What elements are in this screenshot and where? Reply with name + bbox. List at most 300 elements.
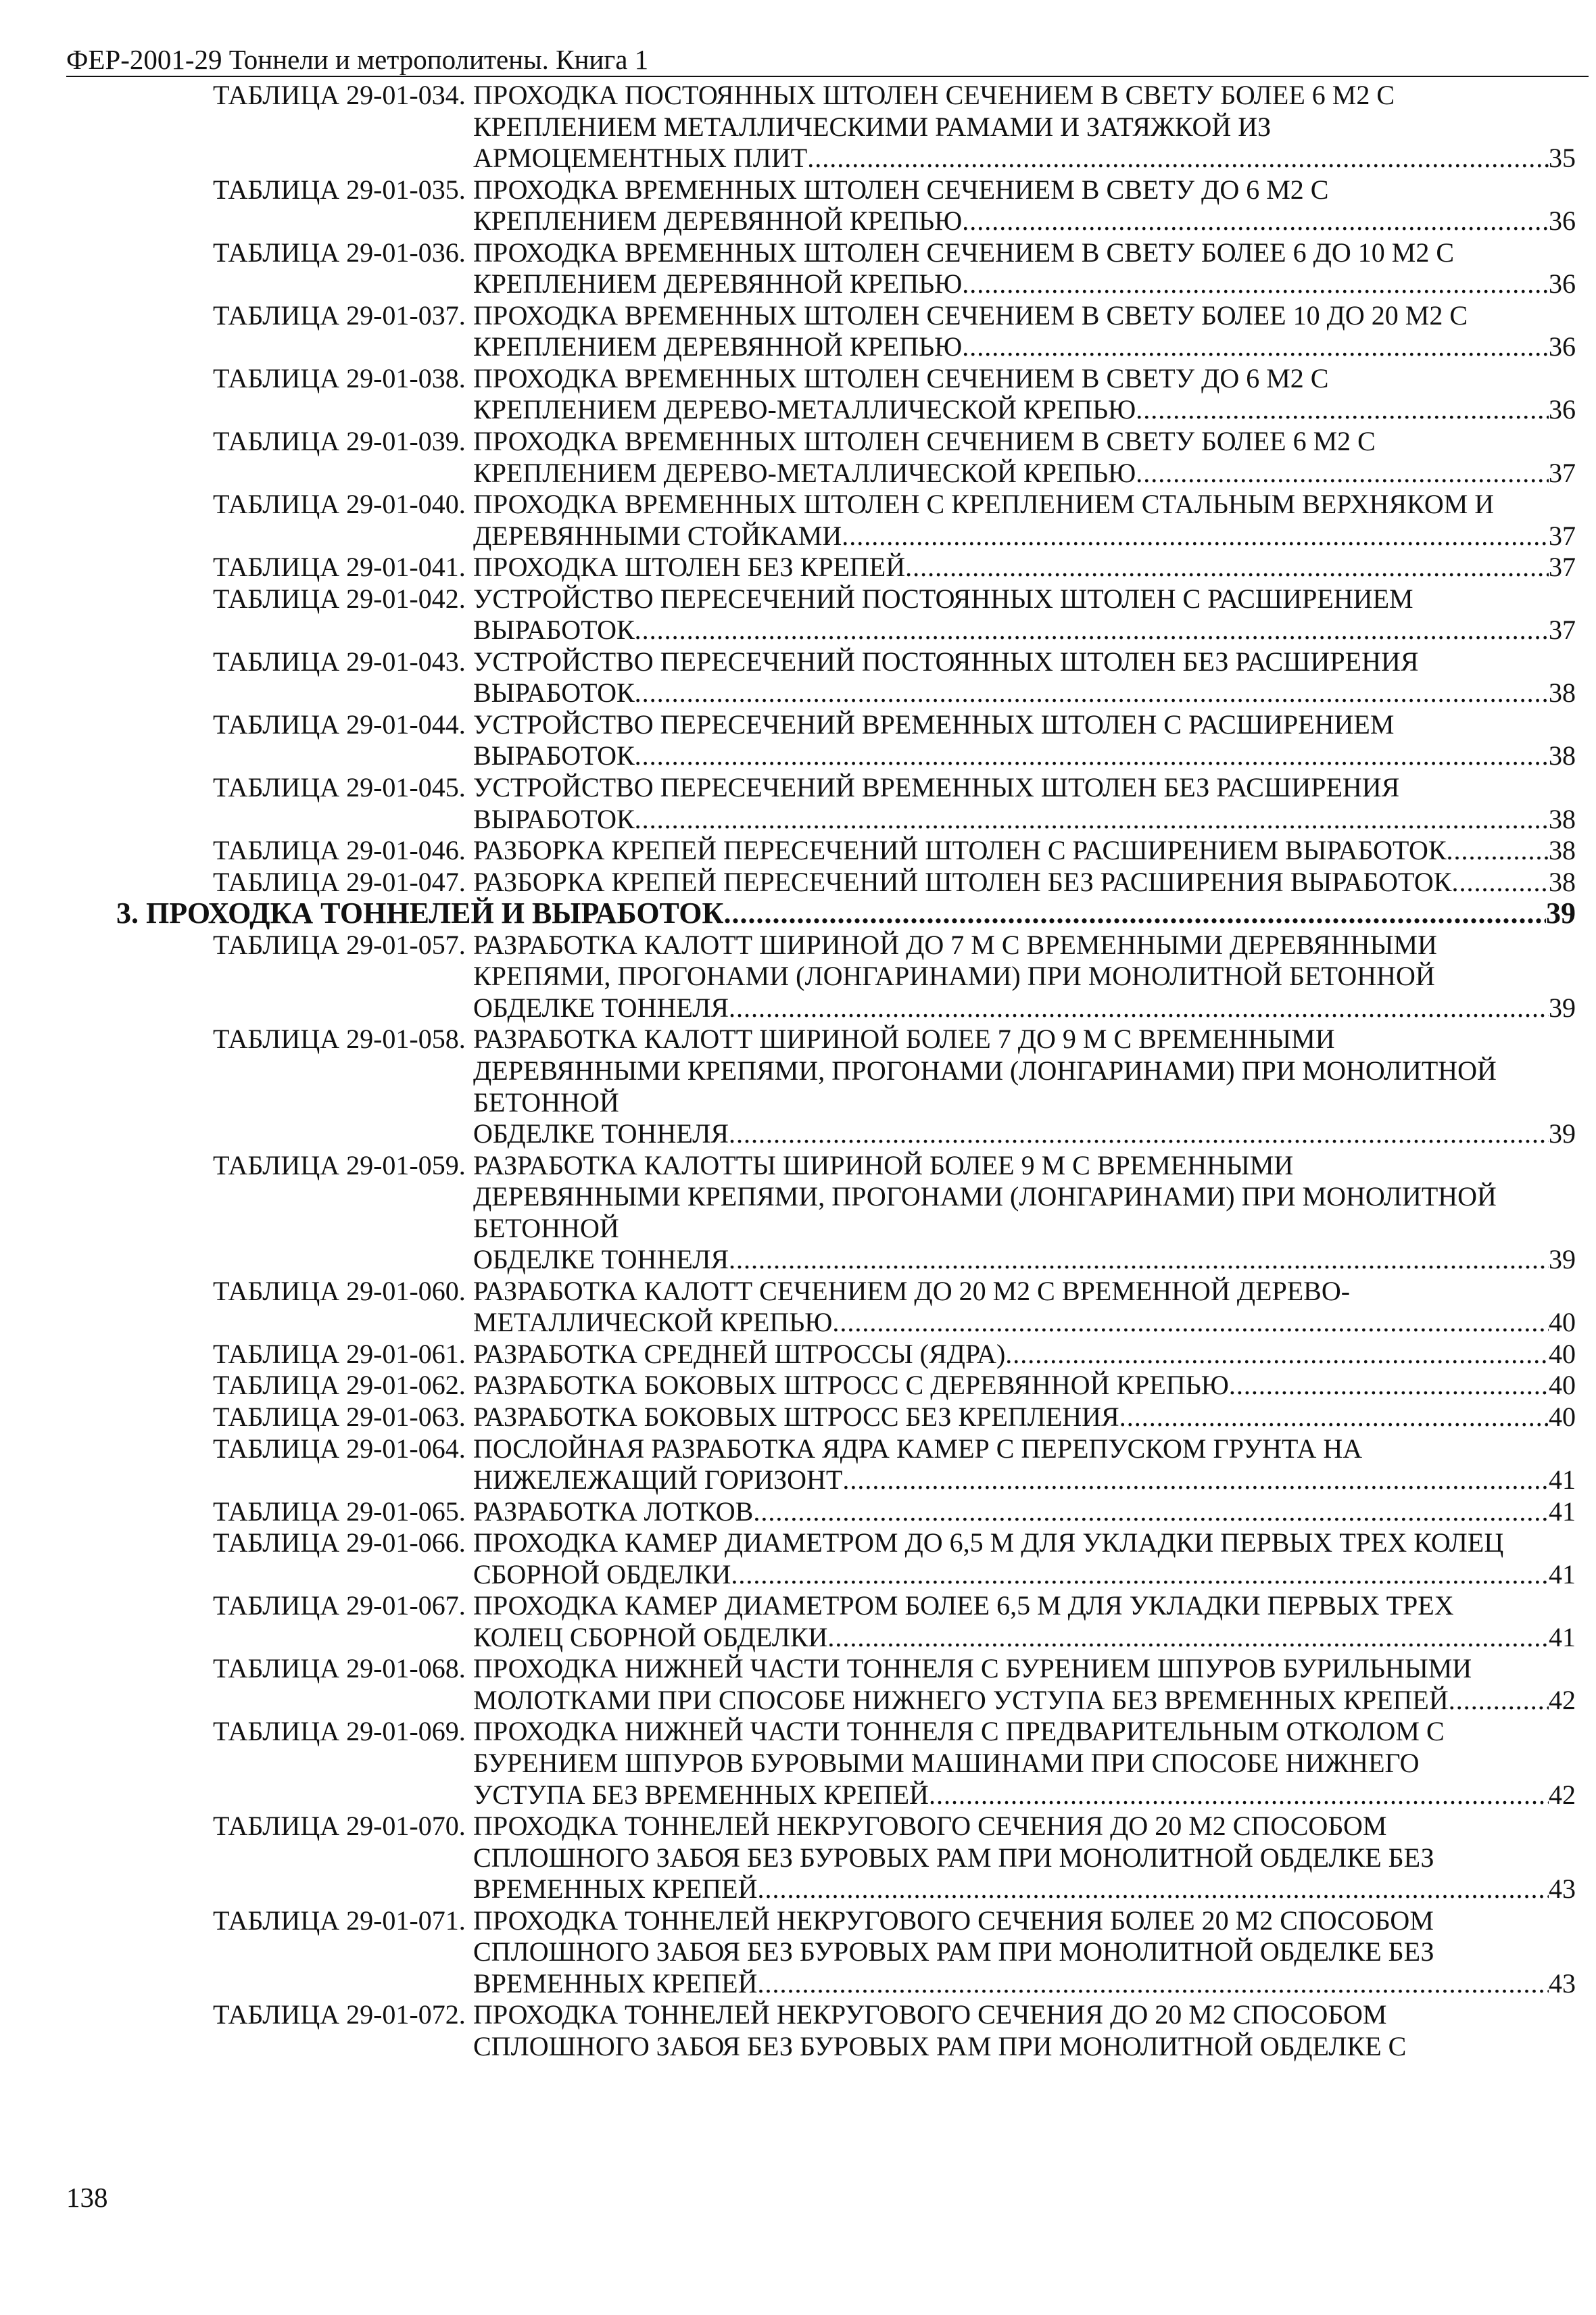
dot-leader bbox=[635, 804, 1549, 836]
toc-entry-line bbox=[0, 237, 1596, 269]
entry-title-line: РАЗРАБОТКА КАЛОТТ СЕЧЕНИЕМ ДО 20 М2 С ВРЕМЕННОЙ ДЕРЕВО- bbox=[473, 1275, 1351, 1306]
entry-code: 29-01-064. bbox=[346, 1433, 466, 1464]
entry-code: 29-01-072. bbox=[346, 1999, 466, 2030]
dot-leader bbox=[635, 677, 1549, 709]
entry-leader bbox=[473, 268, 1576, 300]
entry-page: 40 bbox=[1549, 1307, 1576, 1338]
entry-label-word: ТАБЛИЦА bbox=[213, 1527, 340, 1558]
entry-label bbox=[213, 1433, 466, 1465]
toc-entry-line bbox=[0, 80, 1596, 112]
entry-leader bbox=[473, 1464, 1576, 1496]
entry-code: 29-01-035. bbox=[346, 174, 466, 205]
toc-entry-line bbox=[0, 363, 1596, 395]
entry-code: 29-01-058. bbox=[346, 1024, 466, 1055]
toc-entry-line bbox=[0, 1936, 1596, 1968]
entry-label bbox=[213, 772, 466, 804]
entry-title-line: КРЕПЛЕНИЕМ ДЕРЕВЯННОЙ КРЕПЬЮ bbox=[473, 268, 963, 300]
toc-entry-line bbox=[0, 331, 1596, 363]
entry-page: 37 bbox=[1549, 552, 1576, 583]
section-title: 3. ПРОХОДКА ТОННЕЛЕЙ И ВЫРАБОТОК bbox=[116, 897, 724, 930]
entry-label bbox=[213, 867, 466, 899]
entry-leader bbox=[473, 867, 1576, 899]
entry-label bbox=[213, 489, 466, 521]
toc-entry-line bbox=[0, 489, 1596, 521]
toc-entry-line bbox=[0, 2031, 1596, 2063]
entry-label bbox=[213, 835, 466, 867]
dot-leader bbox=[729, 993, 1549, 1024]
entry-code: 29-01-039. bbox=[346, 426, 466, 457]
entry-title-line: ВРЕМЕННЫХ КРЕПЕЙ bbox=[473, 1967, 758, 1999]
entry-label-word: ТАБЛИЦА bbox=[213, 237, 340, 268]
entry-leader bbox=[473, 1339, 1576, 1370]
toc-section bbox=[0, 898, 1596, 930]
entry-page: 36 bbox=[1549, 268, 1576, 300]
entry-title-line: РАЗРАБОТКА БОКОВЫХ ШТРОСС БЕЗ КРЕПЛЕНИЯ bbox=[473, 1401, 1119, 1432]
entry-leader bbox=[473, 458, 1576, 490]
entry-label-word: ТАБЛИЦА bbox=[213, 362, 340, 393]
entry-code: 29-01-042. bbox=[346, 583, 466, 614]
toc-entry-line bbox=[0, 1150, 1596, 1182]
toc-entry-line bbox=[0, 174, 1596, 206]
entry-title-line: ПРОХОДКА КАМЕР ДИАМЕТРОМ ДО 6,5 М ДЛЯ УКЛАДКИ ПЕРВЫХ ТРЕХ КОЛЕЦ bbox=[473, 1527, 1504, 1558]
entry-leader bbox=[473, 615, 1576, 646]
entry-leader bbox=[473, 1559, 1576, 1591]
entry-label-word: ТАБЛИЦА bbox=[213, 489, 340, 520]
entry-title-line: ПРОХОДКА ТОННЕЛЕЙ НЕКРУГОВОГО СЕЧЕНИЯ ДО 20 М2 СПОСОБОМ bbox=[473, 1811, 1387, 1842]
entry-leader bbox=[473, 206, 1576, 237]
entry-label-word: ТАБЛИЦА bbox=[213, 1370, 340, 1401]
dot-leader bbox=[731, 1559, 1549, 1591]
entry-title-line: ПРОХОДКА ШТОЛЕН БЕЗ КРЕПЕЙ bbox=[473, 552, 906, 583]
entry-label bbox=[213, 1370, 466, 1402]
entry-title-line: ПРОХОДКА ВРЕМЕННЫХ ШТОЛЕН СЕЧЕНИЕМ В СВЕТУ БОЛЕЕ 10 ДО 20 М2 С bbox=[473, 300, 1468, 331]
toc-entry-line bbox=[0, 583, 1596, 615]
entry-label-word: ТАБЛИЦА bbox=[213, 426, 340, 457]
entry-title-line: СПЛОШНОГО ЗАБОЯ БЕЗ БУРОВЫХ РАМ ПРИ МОНОЛИТНОЙ ОБДЕЛКЕ БЕЗ bbox=[473, 1936, 1434, 1967]
entry-page: 41 bbox=[1549, 1621, 1576, 1652]
toc-entry-line bbox=[0, 804, 1596, 836]
entry-label-word: ТАБЛИЦА bbox=[213, 1590, 340, 1621]
dot-leader bbox=[723, 898, 1546, 930]
entry-label-word: ТАБЛИЦА bbox=[213, 835, 340, 866]
entry-code: 29-01-057. bbox=[346, 929, 466, 960]
dot-leader bbox=[1451, 867, 1549, 899]
entry-leader bbox=[473, 677, 1576, 709]
entry-label bbox=[213, 1496, 466, 1528]
entry-leader bbox=[473, 1968, 1576, 2000]
entry-label bbox=[213, 1527, 466, 1559]
toc-entry-line bbox=[0, 1811, 1596, 1842]
entry-page: 36 bbox=[1549, 394, 1576, 425]
toc-entry-line bbox=[0, 1087, 1596, 1119]
dot-leader bbox=[962, 331, 1549, 363]
entry-title-line: МОЛОТКАМИ ПРИ СПОСОБЕ НИЖНЕГО УСТУПА БЕЗ ВРЕМЕННЫХ КРЕПЕЙ bbox=[473, 1684, 1449, 1715]
toc-entry-line bbox=[0, 1559, 1596, 1591]
entry-title-line: ОБДЕЛКЕ ТОННЕЛЯ bbox=[473, 992, 729, 1023]
section-page: 39 bbox=[1546, 897, 1576, 930]
entry-page: 38 bbox=[1549, 866, 1576, 897]
toc-entry-line bbox=[0, 1685, 1596, 1717]
entry-code: 29-01-043. bbox=[346, 646, 466, 677]
toc-entry-line bbox=[0, 300, 1596, 332]
entry-code: 29-01-063. bbox=[346, 1401, 466, 1432]
page-header: ФЕР-2001-29 Тоннели и метрополитены. Книга 1 bbox=[66, 44, 649, 75]
dot-leader bbox=[635, 740, 1549, 772]
entry-page: 41 bbox=[1549, 1558, 1576, 1590]
entry-title-line: РАЗБОРКА КРЕПЕЙ ПЕРЕСЕЧЕНИЙ ШТОЛЕН БЕЗ РАСШИРЕНИЯ ВЫРАБОТОК bbox=[473, 866, 1452, 897]
entry-label bbox=[213, 300, 466, 332]
toc-entry-line bbox=[0, 1055, 1596, 1087]
entry-page: 43 bbox=[1549, 1874, 1576, 1905]
entry-title-line: УСТРОЙСТВО ПЕРЕСЕЧЕНИЙ ВРЕМЕННЫХ ШТОЛЕН С РАСШИРЕНИЕМ bbox=[473, 709, 1395, 740]
dot-leader bbox=[1447, 835, 1549, 867]
toc-entry-line bbox=[0, 1999, 1596, 2031]
dot-leader bbox=[757, 1874, 1549, 1905]
dot-leader bbox=[635, 615, 1549, 646]
entry-code: 29-01-036. bbox=[346, 237, 466, 268]
entry-title-line: ПРОХОДКА ВРЕМЕННЫХ ШТОЛЕН СЕЧЕНИЕМ В СВЕТУ БОЛЕЕ 6 ДО 10 М2 С bbox=[473, 237, 1455, 268]
page-number: 138 bbox=[66, 2182, 108, 2213]
entry-label bbox=[213, 1653, 466, 1685]
entry-label-word: ТАБЛИЦА bbox=[213, 1433, 340, 1464]
toc-entry-line bbox=[0, 206, 1596, 237]
entry-label bbox=[213, 930, 466, 961]
entry-title-line: РАЗБОРКА КРЕПЕЙ ПЕРЕСЕЧЕНИЙ ШТОЛЕН С РАСШИРЕНИЕМ ВЫРАБОТОК bbox=[473, 835, 1447, 866]
entry-title-line: БУРЕНИЕМ ШПУРОВ БУРОВЫМИ МАШИНАМИ ПРИ СПОСОБЕ НИЖНЕГО bbox=[473, 1747, 1420, 1778]
entry-title-line: ПРОХОДКА ВРЕМЕННЫХ ШТОЛЕН СЕЧЕНИЕМ В СВЕТУ ДО 6 М2 С bbox=[473, 362, 1329, 393]
entry-label bbox=[213, 1276, 466, 1308]
entry-code: 29-01-070. bbox=[346, 1811, 466, 1842]
toc-entry-line bbox=[0, 709, 1596, 741]
entry-title-line: ВЫРАБОТОК bbox=[473, 740, 635, 771]
entry-code: 29-01-045. bbox=[346, 772, 466, 803]
entry-code: 29-01-067. bbox=[346, 1590, 466, 1621]
entry-leader bbox=[473, 1402, 1576, 1433]
toc-entry-line bbox=[0, 1496, 1596, 1528]
toc-entry-line bbox=[0, 1024, 1596, 1055]
entry-label bbox=[213, 80, 466, 112]
entry-label-word: ТАБЛИЦА bbox=[213, 1653, 340, 1684]
dot-leader bbox=[929, 1780, 1549, 1811]
entry-title-line: КРЕПЛЕНИЕМ ДЕРЕВЯННОЙ КРЕПЬЮ bbox=[473, 206, 963, 237]
entry-title-line: ВЫРАБОТОК bbox=[473, 615, 635, 646]
entry-label bbox=[213, 1905, 466, 1937]
entry-label-word: ТАБЛИЦА bbox=[213, 1338, 340, 1369]
entry-page: 39 bbox=[1549, 992, 1576, 1023]
entry-title-line: КРЕПЛЕНИЕМ МЕТАЛЛИЧЕСКИМИ РАМАМИ И ЗАТЯЖКОЙ ИЗ bbox=[473, 111, 1272, 142]
dot-leader bbox=[842, 1464, 1549, 1496]
toc-entry-line bbox=[0, 677, 1596, 709]
entry-code: 29-01-060. bbox=[346, 1275, 466, 1306]
toc-entry-line bbox=[0, 458, 1596, 490]
toc-entry-line bbox=[0, 1402, 1596, 1433]
entry-label-word: ТАБЛИЦА bbox=[213, 1905, 340, 1936]
dot-leader bbox=[827, 1622, 1549, 1654]
entry-label bbox=[213, 552, 466, 583]
toc-entry-line bbox=[0, 1244, 1596, 1276]
toc-entry-line bbox=[0, 1213, 1596, 1245]
table-of-contents bbox=[0, 80, 1596, 2062]
entry-title-line: СПЛОШНОГО ЗАБОЯ БЕЗ БУРОВЫХ РАМ ПРИ МОНОЛИТНОЙ ОБДЕЛКЕ БЕЗ bbox=[473, 1842, 1434, 1873]
entry-title-line: ВРЕМЕННЫХ КРЕПЕЙ bbox=[473, 1874, 758, 1905]
entry-code: 29-01-059. bbox=[346, 1149, 466, 1180]
entry-page: 38 bbox=[1549, 835, 1576, 866]
entry-label bbox=[213, 1150, 466, 1182]
dot-leader bbox=[729, 1244, 1549, 1276]
entry-title-line: ДЕРЕВЯННЫМИ КРЕПЯМИ, ПРОГОНАМИ (ЛОНГАРИНАМИ) ПРИ МОНОЛИТНОЙ bbox=[473, 1181, 1497, 1212]
entry-label-word: ТАБЛИЦА bbox=[213, 929, 340, 960]
entry-title-line: РАЗРАБОТКА БОКОВЫХ ШТРОСС С ДЕРЕВЯННОЙ КРЕПЬЮ bbox=[473, 1370, 1229, 1401]
entry-page: 35 bbox=[1549, 143, 1576, 174]
entry-title-line: ПРОХОДКА НИЖНЕЙ ЧАСТИ ТОННЕЛЯ С ПРЕДВАРИТЕЛЬНЫМ ОТКОЛОМ С bbox=[473, 1716, 1445, 1747]
entry-label bbox=[213, 646, 466, 678]
dot-leader bbox=[832, 1307, 1549, 1339]
entry-title-line: ДЕРЕВЯННЫМИ СТОЙКАМИ bbox=[473, 520, 842, 551]
entry-label-word: ТАБЛИЦА bbox=[213, 1811, 340, 1842]
entry-label-word: ТАБЛИЦА bbox=[213, 583, 340, 614]
entry-title-line: ПРОХОДКА КАМЕР ДИАМЕТРОМ БОЛЕЕ 6,5 М ДЛЯ УКЛАДКИ ПЕРВЫХ ТРЕХ bbox=[473, 1590, 1454, 1621]
entry-title-line: СБОРНОЙ ОБДЕЛКИ bbox=[473, 1558, 731, 1590]
toc-entry-line bbox=[0, 1181, 1596, 1213]
entry-code: 29-01-046. bbox=[346, 835, 466, 866]
entry-title-line: НИЖЕЛЕЖАЩИЙ ГОРИЗОНТ bbox=[473, 1464, 843, 1496]
toc-entry-line bbox=[0, 1370, 1596, 1402]
toc-entry-line bbox=[0, 1905, 1596, 1937]
entry-leader bbox=[473, 1780, 1576, 1811]
toc-entry-line bbox=[0, 143, 1596, 174]
entry-title-line: БЕТОННОЙ bbox=[473, 1212, 619, 1243]
entry-label bbox=[213, 709, 466, 741]
entry-title-line: РАЗРАБОТКА КАЛОТТЫ ШИРИНОЙ БОЛЕЕ 9 М С ВРЕМЕННЫМИ bbox=[473, 1149, 1294, 1180]
entry-label-word: ТАБЛИЦА bbox=[213, 1401, 340, 1432]
entry-leader bbox=[473, 143, 1576, 174]
entry-code: 29-01-037. bbox=[346, 300, 466, 331]
toc-section-leader bbox=[116, 898, 1576, 930]
entry-page: 38 bbox=[1549, 677, 1576, 709]
entry-label-word: ТАБЛИЦА bbox=[213, 300, 340, 331]
toc-entry-line bbox=[0, 1748, 1596, 1780]
entry-title-line: ПРОХОДКА ПОСТОЯННЫХ ШТОЛЕН СЕЧЕНИЕМ В СВЕТУ БОЛЕЕ 6 М2 С bbox=[473, 80, 1395, 110]
entry-page: 42 bbox=[1549, 1684, 1576, 1715]
entry-title-line: РАЗРАБОТКА КАЛОТТ ШИРИНОЙ БОЛЕЕ 7 ДО 9 М С ВРЕМЕННЫМИ bbox=[473, 1024, 1335, 1055]
entry-leader bbox=[473, 331, 1576, 363]
entry-label-word: ТАБЛИЦА bbox=[213, 709, 340, 740]
entry-title-line: РАЗРАБОТКА ЛОТКОВ bbox=[473, 1496, 754, 1527]
toc-entry-line bbox=[0, 394, 1596, 426]
toc-entry-line bbox=[0, 1968, 1596, 2000]
dot-leader bbox=[1136, 394, 1549, 426]
toc-entry-line bbox=[0, 1716, 1596, 1748]
toc-entry-line bbox=[0, 1527, 1596, 1559]
toc-entry-line bbox=[0, 1653, 1596, 1685]
toc-entry-line bbox=[0, 867, 1596, 899]
entry-title-line: КРЕПЯМИ, ПРОГОНАМИ (ЛОНГАРИНАМИ) ПРИ МОНОЛИТНОЙ БЕТОННОЙ bbox=[473, 961, 1435, 992]
entry-code: 29-01-044. bbox=[346, 709, 466, 740]
entry-page: 37 bbox=[1549, 457, 1576, 488]
entry-code: 29-01-040. bbox=[346, 489, 466, 520]
toc-entry-line bbox=[0, 1622, 1596, 1654]
toc-entry-line bbox=[0, 1276, 1596, 1308]
entry-page: 37 bbox=[1549, 520, 1576, 551]
entry-label-word: ТАБЛИЦА bbox=[213, 772, 340, 803]
toc-entry-line bbox=[0, 1590, 1596, 1622]
entry-label-word: ТАБЛИЦА bbox=[213, 1496, 340, 1527]
entry-title-line: ПРОХОДКА ВРЕМЕННЫХ ШТОЛЕН С КРЕПЛЕНИЕМ СТАЛЬНЫМ ВЕРХНЯКОМ И bbox=[473, 489, 1495, 520]
toc-entry-line bbox=[0, 646, 1596, 678]
entry-leader bbox=[473, 1874, 1576, 1905]
entry-code: 29-01-038. bbox=[346, 362, 466, 393]
entry-label-word: ТАБЛИЦА bbox=[213, 1275, 340, 1306]
entry-code: 29-01-061. bbox=[346, 1338, 466, 1369]
entry-page: 39 bbox=[1549, 1244, 1576, 1275]
entry-title-line: ПРОХОДКА ВРЕМЕННЫХ ШТОЛЕН СЕЧЕНИЕМ В СВЕТУ ДО 6 М2 С bbox=[473, 174, 1329, 205]
toc-entry-line bbox=[0, 835, 1596, 867]
dot-leader bbox=[1136, 458, 1549, 490]
entry-page: 43 bbox=[1549, 1967, 1576, 1999]
entry-leader bbox=[473, 1685, 1576, 1717]
entry-title-line: ВЫРАБОТОК bbox=[473, 677, 635, 709]
header-rule bbox=[66, 76, 1589, 77]
entry-page: 37 bbox=[1549, 615, 1576, 646]
entry-leader bbox=[473, 1370, 1576, 1402]
entry-label-word: ТАБЛИЦА bbox=[213, 1716, 340, 1747]
entry-code: 29-01-062. bbox=[346, 1370, 466, 1401]
entry-label bbox=[213, 237, 466, 269]
dot-leader bbox=[1005, 1339, 1549, 1370]
toc-entry-line bbox=[0, 1339, 1596, 1370]
entry-title-line: УСТРОЙСТВО ПЕРЕСЕЧЕНИЙ ПОСТОЯННЫХ ШТОЛЕН С РАСШИРЕНИЕМ bbox=[473, 583, 1413, 614]
entry-code: 29-01-034. bbox=[346, 80, 466, 110]
toc-entry-line bbox=[0, 615, 1596, 646]
toc-entry-line bbox=[0, 1118, 1596, 1150]
toc-entry-line bbox=[0, 112, 1596, 143]
entry-title-line: КОЛЕЦ СБОРНОЙ ОБДЕЛКИ bbox=[473, 1621, 828, 1652]
entry-page: 41 bbox=[1549, 1496, 1576, 1527]
entry-leader bbox=[473, 804, 1576, 836]
entry-page: 39 bbox=[1549, 1118, 1576, 1149]
toc-entry-line bbox=[0, 930, 1596, 961]
entry-label-word: ТАБЛИЦА bbox=[213, 552, 340, 583]
entry-page: 40 bbox=[1549, 1401, 1576, 1432]
entry-title-line: ОБДЕЛКЕ ТОННЕЛЯ bbox=[473, 1118, 729, 1149]
entry-code: 29-01-068. bbox=[346, 1653, 466, 1684]
entry-leader bbox=[473, 1307, 1576, 1339]
entry-label-word: ТАБЛИЦА bbox=[213, 646, 340, 677]
entry-leader bbox=[473, 1622, 1576, 1654]
entry-label-word: ТАБЛИЦА bbox=[213, 80, 340, 110]
toc-entry-line bbox=[0, 772, 1596, 804]
entry-label-word: ТАБЛИЦА bbox=[213, 1149, 340, 1180]
entry-page: 42 bbox=[1549, 1779, 1576, 1810]
dot-leader bbox=[962, 206, 1549, 237]
entry-title-line: АРМОЦЕМЕНТНЫХ ПЛИТ bbox=[473, 143, 808, 174]
dot-leader bbox=[1229, 1370, 1549, 1402]
entry-title-line: РАЗРАБОТКА КАЛОТТ ШИРИНОЙ ДО 7 М С ВРЕМЕННЫМИ ДЕРЕВЯННЫМИ bbox=[473, 929, 1437, 960]
entry-title-line: УСТРОЙСТВО ПЕРЕСЕЧЕНИЙ ВРЕМЕННЫХ ШТОЛЕН БЕЗ РАСШИРЕНИЯ bbox=[473, 772, 1400, 803]
entry-title-line: РАЗРАБОТКА СРЕДНЕЙ ШТРОССЫ (ЯДРА) bbox=[473, 1338, 1006, 1369]
entry-leader bbox=[473, 1496, 1576, 1528]
dot-leader bbox=[842, 521, 1549, 552]
entry-label bbox=[213, 174, 466, 206]
entry-code: 29-01-069. bbox=[346, 1716, 466, 1747]
dot-leader bbox=[729, 1118, 1549, 1150]
entry-label-word: ТАБЛИЦА bbox=[213, 866, 340, 897]
entry-title-line: ПОСЛОЙНАЯ РАЗРАБОТКА ЯДРА КАМЕР С ПЕРЕПУСКОМ ГРУНТА НА bbox=[473, 1433, 1363, 1464]
entry-title-line: БЕТОННОЙ bbox=[473, 1087, 619, 1118]
dot-leader bbox=[753, 1496, 1549, 1528]
entry-title-line: ВЫРАБОТОК bbox=[473, 803, 635, 834]
entry-leader bbox=[473, 993, 1576, 1024]
toc-entry-line bbox=[0, 993, 1596, 1024]
entry-title-line: СПЛОШНОГО ЗАБОЯ БЕЗ БУРОВЫХ РАМ ПРИ МОНОЛИТНОЙ ОБДЕЛКЕ С bbox=[473, 2030, 1407, 2061]
entry-leader bbox=[473, 394, 1576, 426]
dot-leader bbox=[962, 268, 1549, 300]
entry-label-word: ТАБЛИЦА bbox=[213, 174, 340, 205]
dot-leader bbox=[1119, 1402, 1549, 1433]
entry-code: 29-01-071. bbox=[346, 1905, 466, 1936]
entry-leader bbox=[473, 521, 1576, 552]
entry-label bbox=[213, 363, 466, 395]
entry-label bbox=[213, 583, 466, 615]
toc-entry-line bbox=[0, 1780, 1596, 1811]
dot-leader bbox=[757, 1968, 1549, 2000]
entry-label-word: ТАБЛИЦА bbox=[213, 1999, 340, 2030]
entry-label bbox=[213, 1999, 466, 2031]
entry-leader bbox=[473, 552, 1576, 583]
toc-entry-line bbox=[0, 1842, 1596, 1874]
entry-label bbox=[213, 426, 466, 458]
dot-leader bbox=[807, 143, 1549, 174]
entry-page: 40 bbox=[1549, 1370, 1576, 1401]
entry-label bbox=[213, 1339, 466, 1370]
toc-entry-line bbox=[0, 1433, 1596, 1465]
toc-entry-line bbox=[0, 1874, 1596, 1905]
entry-title-line: УСТУПА БЕЗ ВРЕМЕННЫХ КРЕПЕЙ bbox=[473, 1779, 929, 1810]
entry-page: 38 bbox=[1549, 803, 1576, 834]
entry-code: 29-01-065. bbox=[346, 1496, 466, 1527]
entry-label bbox=[213, 1402, 466, 1433]
toc-entry-line bbox=[0, 426, 1596, 458]
toc-entry-line bbox=[0, 521, 1596, 552]
dot-leader bbox=[905, 552, 1549, 583]
entry-leader bbox=[473, 1118, 1576, 1150]
toc-entry-line bbox=[0, 961, 1596, 993]
entry-title-line: ПРОХОДКА ТОННЕЛЕЙ НЕКРУГОВОГО СЕЧЕНИЯ ДО 20 М2 СПОСОБОМ bbox=[473, 1999, 1387, 2030]
entry-page: 41 bbox=[1549, 1464, 1576, 1496]
entry-title-line: УСТРОЙСТВО ПЕРЕСЕЧЕНИЙ ПОСТОЯННЫХ ШТОЛЕН БЕЗ РАСШИРЕНИЯ bbox=[473, 646, 1419, 677]
entry-title-line: КРЕПЛЕНИЕМ ДЕРЕВО-МЕТАЛЛИЧЕСКОЙ КРЕПЬЮ bbox=[473, 394, 1136, 425]
entry-page: 36 bbox=[1549, 206, 1576, 237]
entry-title-line: КРЕПЛЕНИЕМ ДЕРЕВО-МЕТАЛЛИЧЕСКОЙ КРЕПЬЮ bbox=[473, 457, 1136, 488]
entry-leader bbox=[473, 1244, 1576, 1276]
entry-code: 29-01-041. bbox=[346, 552, 466, 583]
toc-entry-line bbox=[0, 740, 1596, 772]
toc-entry-line bbox=[0, 1307, 1596, 1339]
entry-title-line: ОБДЕЛКЕ ТОННЕЛЯ bbox=[473, 1244, 729, 1275]
toc-entry-line bbox=[0, 552, 1596, 583]
entry-title-line: КРЕПЛЕНИЕМ ДЕРЕВЯННОЙ КРЕПЬЮ bbox=[473, 331, 963, 362]
toc-entry-line bbox=[0, 268, 1596, 300]
entry-title-line: ДЕРЕВЯННЫМИ КРЕПЯМИ, ПРОГОНАМИ (ЛОНГАРИНАМИ) ПРИ МОНОЛИТНОЙ bbox=[473, 1055, 1497, 1086]
toc-entry-line bbox=[0, 1464, 1596, 1496]
entry-title-line: ПРОХОДКА ТОННЕЛЕЙ НЕКРУГОВОГО СЕЧЕНИЯ БОЛЕЕ 20 М2 СПОСОБОМ bbox=[473, 1905, 1434, 1936]
entry-leader bbox=[473, 740, 1576, 772]
entry-code: 29-01-047. bbox=[346, 866, 466, 897]
entry-page: 36 bbox=[1549, 331, 1576, 362]
entry-label bbox=[213, 1716, 466, 1748]
entry-label bbox=[213, 1811, 466, 1842]
entry-label-word: ТАБЛИЦА bbox=[213, 1024, 340, 1055]
